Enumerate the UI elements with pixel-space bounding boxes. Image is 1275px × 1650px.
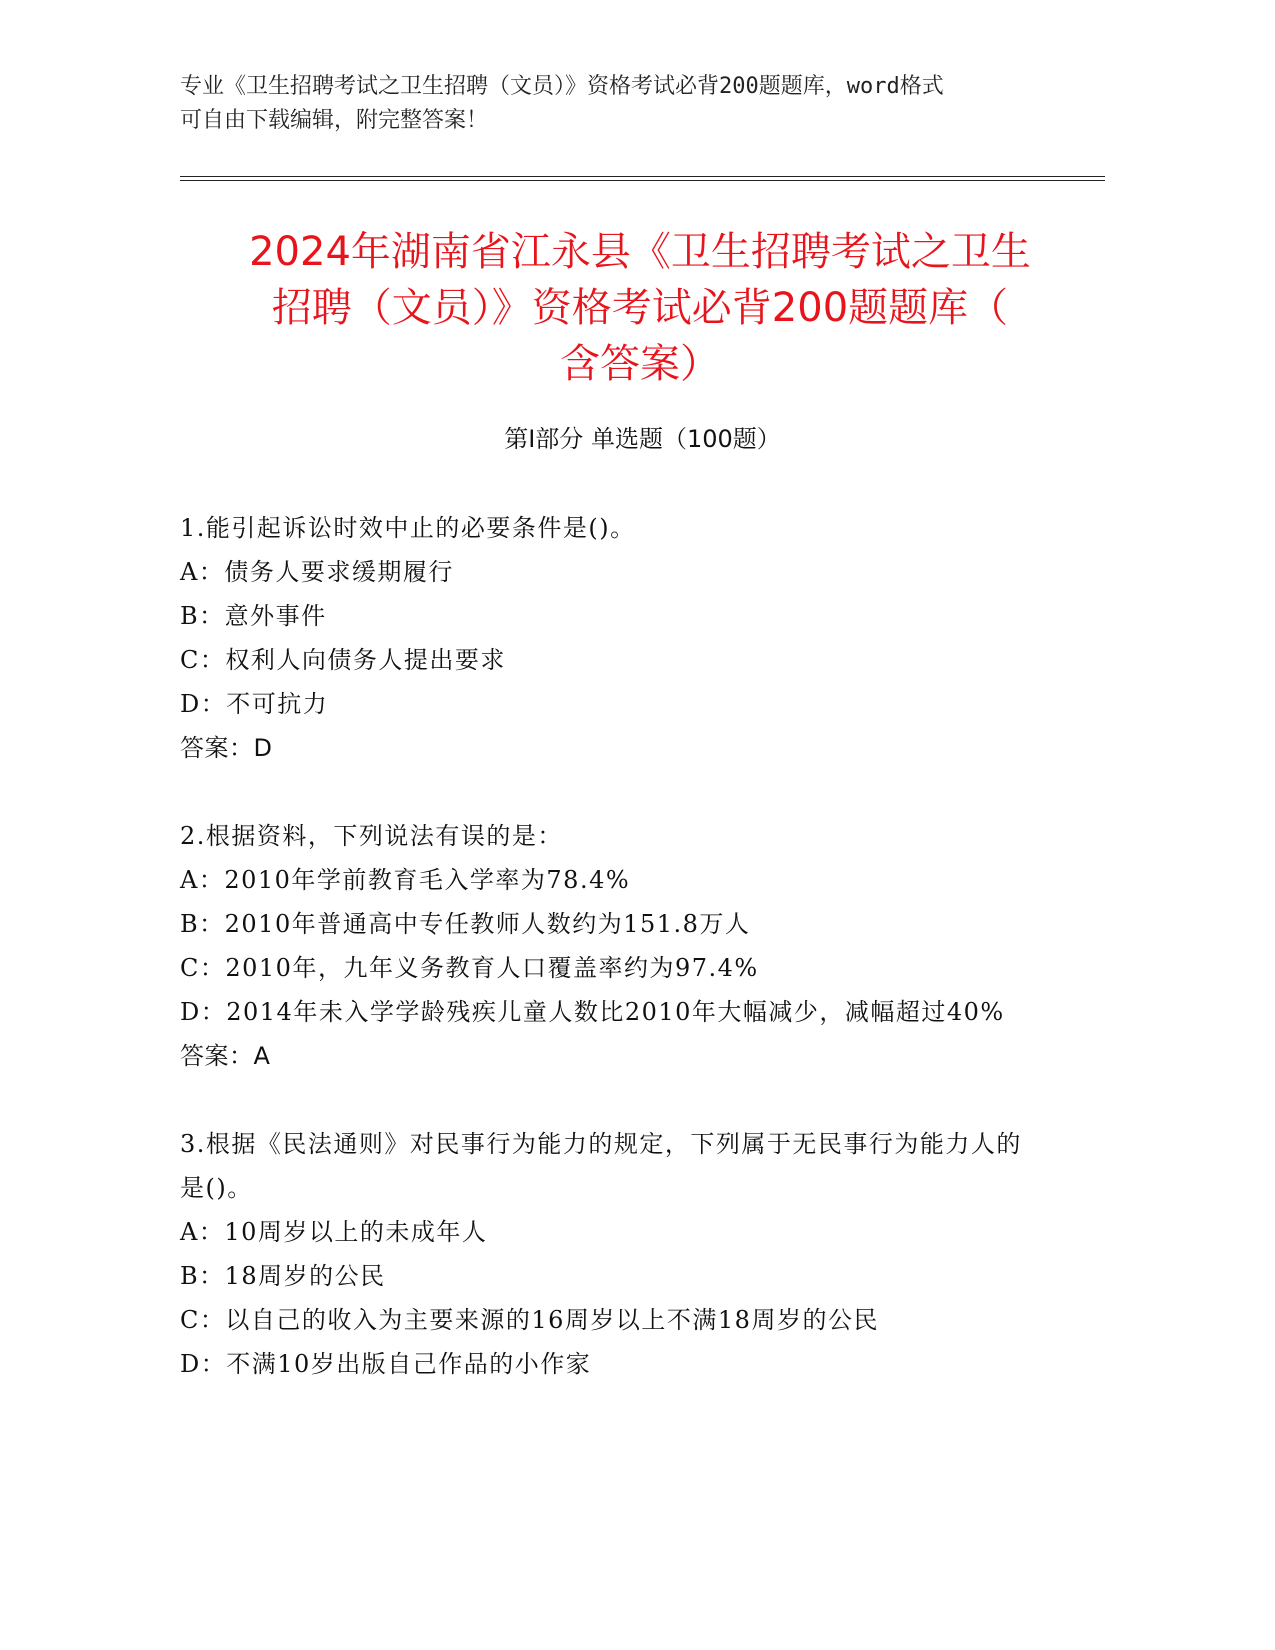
answer: 答案：A [180, 1042, 271, 1070]
question-stem: 1.能引起诉讼时效中止的必要条件是()。 [180, 514, 636, 542]
option-d: D：不满10岁出版自己作品的小作家 [180, 1350, 592, 1378]
option-c: C：2010年，九年义务教育人口覆盖率约为97.4% [180, 954, 759, 982]
question-list [180, 506, 1030, 1430]
option-a: A：债务人要求缓期履行 [180, 558, 454, 586]
question-2 [180, 814, 1030, 1078]
header-note-line-2: 可自由下载编辑，附完整答案！ [180, 108, 489, 133]
question-stem: 2.根据资料，下列说法有误的是： [180, 822, 563, 850]
header-note-line-1: 专业《卫生招聘考试之卫生招聘（文员）》资格考试必背200题题库，word格式 [180, 74, 944, 99]
option-d: D：不可抗力 [180, 690, 329, 718]
option-b: B：18周岁的公民 [180, 1262, 386, 1290]
option-c: C：以自己的收入为主要来源的16周岁以上不满18周岁的公民 [180, 1306, 879, 1334]
question-1 [180, 506, 1030, 770]
header-note [180, 70, 1040, 138]
section-title: 第Ⅰ部分 单选题（100题） [504, 425, 781, 453]
option-b: B：2010年普通高中专任教师人数约为151.8万人 [180, 910, 751, 938]
document-title-line-1: 2024年湖南省江永县《卫生招聘考试之卫生 [249, 229, 1031, 275]
option-b: B：意外事件 [180, 602, 327, 630]
document-title-line-2: 招聘（文员）》资格考试必背200题题库（ [271, 285, 1009, 331]
option-d: D：2014年未入学学龄残疾儿童人数比2010年大幅减少，减幅超过40% [180, 998, 1005, 1026]
answer: 答案：D [180, 734, 273, 762]
header-divider [180, 176, 1105, 181]
option-a: A：2010年学前教育毛入学率为78.4% [180, 866, 631, 894]
option-a: A：10周岁以上的未成年人 [180, 1218, 488, 1246]
question-3 [180, 1122, 1030, 1386]
question-stem: 3.根据《民法通则》对民事行为能力的规定，下列属于无民事行为能力人的是()。 [180, 1130, 1022, 1202]
document-title [160, 224, 1120, 392]
option-c: C：权利人向债务人提出要求 [180, 646, 506, 674]
document-title-line-3: 含答案） [560, 341, 720, 387]
